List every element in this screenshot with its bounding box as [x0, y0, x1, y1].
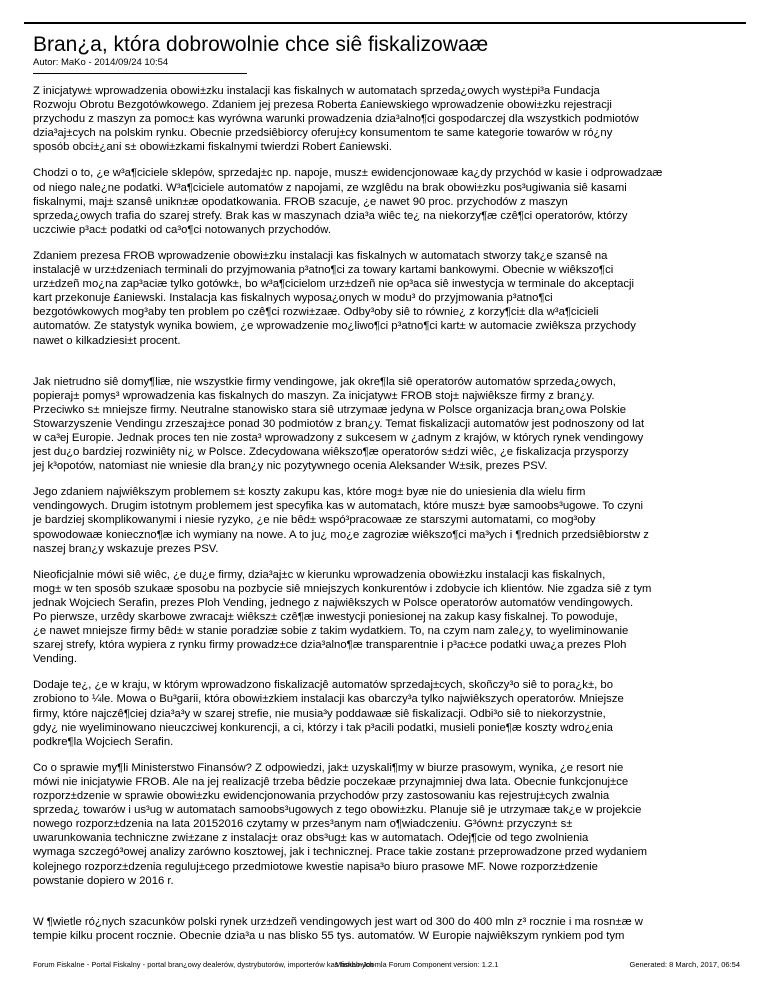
- paragraph-line: Nieoficjalnie mówi siê wiêc, ¿e du¿e firmy, dzia³aj±c w kierunku wprowadzenia obowi±zku instalacji kas fiskalnych,: [33, 568, 606, 581]
- paragraph-line: w ca³ej Europie. Jednak proces ten nie zosta³ wprowadzony z sukcesem w ¿adnym z krajów, w których rynek vendingowy: [33, 431, 644, 444]
- paragraph: [33, 84, 743, 154]
- paragraph-line: naszej bran¿y wskazuje prezes PSV.: [33, 542, 219, 555]
- paragraph-line: bezgotówkowych mog³aby ten problem po czê¶ci rozwi±zaæ. Odby³oby siê to równie¿ z korzy¶ci± dla w³a¶cicieli: [33, 306, 599, 319]
- paragraph-line: Vending.: [33, 653, 77, 666]
- paragraph-line: sposób obci±¿ani s± obowi±zkami fiskalnymi twierdzi Robert £aniewski.: [33, 141, 392, 154]
- paragraph-line: popieraj± pomys³ wprowadzenia kas fiskalnych do maszyn. Za inicjatyw± FROB stoj± najwiêksze firmy z bran¿y.: [33, 389, 595, 402]
- top-rule: [24, 22, 746, 24]
- footer-center-text: Mambo-Joomla Forum Component version: 1.2.1: [335, 960, 499, 969]
- paragraph-line: uczciwie p³ac± podatki od ca³o¶ci notowanych przychodów.: [33, 223, 331, 236]
- paragraph-line: urz±dzeñ mo¿na zap³aciæ tylko gotówk±, bo w³a¶cicielom urz±dzeñ nie op³aca siê inwestycja w terminale do akceptacji: [33, 278, 635, 291]
- paragraph-line: Z inicjatyw± wprowadzenia obowi±zku instalacji kas fiskalnych w automatach sprzeda¿owych wyst±pi³a Fundacja: [33, 85, 600, 97]
- paragraph-line: kolejnego rozporz±dzenia reguluj±cego przedmiotowe kwestie napisa³o biuro prasowe MF. Nowe rozporz±dzenie: [33, 860, 598, 873]
- paragraph-line: gdy¿ nie wyeliminowano nieuczciwej konkurencji, a ci, którzy i tak p³acili podatki, musieli ponie¶æ koszty wdro¿enia: [33, 721, 613, 734]
- paragraph-line: sprzeda¿ towarów i us³ug w automatach samoobs³ugowych z tego obowi±zku. Planuje siê je utrzymaæ tak¿e w projekcie: [33, 804, 642, 817]
- paragraph: [33, 678, 743, 748]
- paragraph-line: nowego rozporz±dzenia na lata 20152016 czytamy w przes³anym nam o¶wiadczeniu. G³ówn± przyczyn± s±: [33, 818, 573, 831]
- paragraph-line: Jak nietrudno siê domy¶liæ, nie wszystkie firmy vendingowe, jak okre¶la siê operatorów automatów sprzeda¿owych,: [33, 375, 616, 388]
- paragraph-line: jej k³opotów, natomiast nie wniesie dla bran¿y nic pozytywnego ocenia Aleksander W±sik, prezes PSV.: [33, 460, 548, 473]
- paragraph-line: sprzeda¿owych trafia do szarej strefy. Brak kas w maszynach dzia³a wiêc te¿ na niekorzy¶æ czê¶ci operatorów, którzy: [33, 209, 628, 222]
- paragraph-line: spowodowaæ konieczno¶æ ich wymiany na nowe. A to ju¿ mo¿e zagroziæ wiêkszo¶ci ma³ych i ¶rednich przedsiêbiorstw z: [33, 528, 649, 541]
- paragraph: [33, 568, 743, 667]
- paragraph-line: Zdaniem prezesa FROB wprowadzenie obowi±zku instalacji kas fiskalnych w automatach stworzy tak¿e szansê na: [33, 249, 608, 262]
- paragraph-line: je bardziej skomplikowanymi i niesie ryzyko, ¿e nie bêd± wspó³pracowaæ ze starszymi automatami, co mog³oby: [33, 514, 596, 527]
- paragraph-line: Po pierwsze, urzêdy skarbowe zwracaj± wiêksz± czê¶æ inwestycji poniesionej na zakup kasy fiskalnej. To powoduje,: [33, 611, 618, 623]
- article-title: Bran¿a, która dobrowolnie chce siê fiskalizowaæ: [33, 33, 489, 56]
- paragraph-line: ¿e nawet mniejsze firmy bêd± w stanie poradziæ sobie z takim wydatkiem. To, na czym nam zale¿y, to wyeliminowanie: [33, 625, 629, 638]
- paragraph-line: jest du¿o bardziej rozwiniêty ni¿ w Polsce. Zdecydowana wiêkszo¶æ operatorów s±dzi wiêc, ¿e fiskalizacja przysporzy: [33, 446, 629, 459]
- article-body: [33, 81, 743, 943]
- paragraph-line: fiskalnymi, maj± szansê unikn±æ opodatkowania. FROB szacuje, ¿e nawet 90 proc. przychodów z maszyn: [33, 195, 568, 208]
- paragraph-line: Dodaje te¿, ¿e w kraju, w którym wprowadzono fiskalizacjê automatów sprzedaj±cych, skoñczy³o siê to pora¿k±, bo: [33, 679, 613, 692]
- paragraph-line: Jego zdaniem najwiêkszym problemem s± koszty zakupu kas, które mog± byæ nie do uniesienia dla wielu firm: [33, 486, 586, 499]
- paragraph-line: szarej strefy, która wypiera z rynku firmy prowadz±ce dzia³alno¶æ transparentnie i p³ac±ce podatki uwa¿a prezes Ploh: [33, 639, 627, 652]
- paragraph-line: tempie kilku procent rocznie. Obecnie dzia³a u nas blisko 55 tys. automatów. W Europie najwiêkszym rynkiem pod tym: [33, 929, 625, 942]
- paragraph-line: Rozwoju Obrotu Bezgotówkowego. Zdaniem jej prezesa Roberta £aniewskiego wprowadzenie obowi±zku rejestracji: [33, 99, 612, 112]
- paragraph-line: W ¶wietle ró¿nych szacunków polski rynek urz±dzeñ vendingowych jest wart od 300 do 400 mln z³ rocznie i ma rosn±æ w: [33, 915, 643, 928]
- paragraph-line: podkre¶la Wojciech Serafin.: [33, 735, 174, 748]
- paragraph: [33, 915, 743, 943]
- paragraph-line: zrobiono to ¼le. Mowa o Bu³garii, która obowi±zkiem instalacji kas obarczy³a tylko najwiêkszych operatorów. Mniejsze: [33, 693, 624, 706]
- footer-left-text: Forum Fiskalne - Portal Fiskalny - portal bran¿owy dealerów, dystrybutorów, importerów kas fiskalnych: [33, 960, 374, 969]
- paragraph-line: wymaga szczegó³owej analizy zarówno kosztowej, jak i technicznej. Prace takie zostan± przeprowadzone przed wydaniem: [33, 846, 648, 859]
- paragraph-line: nawet o kilkadziesi±t procent.: [33, 334, 181, 347]
- paragraph-line: Stowarzyszenie Vendingu zrzeszaj±ce ponad 30 podmiotów z bran¿y. Temat fiskalizacji automatów jest podnoszony od lat: [33, 417, 645, 430]
- paragraph-line: mog± w ten sposób szukaæ sposobu na pozbycie siê mniejszych konkurentów i zdobycie ich klientów. Nie zgadza siê z tym: [33, 582, 652, 595]
- paragraph-line: Co o sprawie my¶li Ministerstwo Finansów? Z odpowiedzi, jak± uzyskali¶my w biurze prasowym, wynika, ¿e resort nie: [33, 761, 624, 774]
- paragraph-line: przychodu z maszyn za pomoc± kas wyrówna warunki prowadzenia dzia³alno¶ci gospodarczej dla wszystkich podmiotów: [33, 113, 639, 126]
- paragraph: [33, 485, 743, 555]
- paragraph-line: kart przekonuje £aniewski. Instalacja kas fiskalnych wyposa¿onych w modu³ do przyjmowania p³atno¶ci: [33, 292, 553, 305]
- paragraph: [33, 761, 743, 888]
- footer-right-text: Generated: 8 March, 2017, 06:54: [629, 960, 740, 969]
- paragraph-line: jednak Wojciech Serafin, prezes Ploh Vending, jednego z najwiêkszych w Polsce operatorów automatów vendingowych.: [33, 596, 634, 609]
- paragraph: [33, 249, 743, 348]
- paragraph-line: instalacjê w urz±dzeniach terminali do przyjmowania p³atno¶ci za towary kartami bankowymi. Obecnie w wiêkszo¶ci: [33, 264, 614, 277]
- paragraph-line: vendingowych. Drugim istotnym problemem jest specyfika kas w automatach, które musz± byæ samoobs³ugowe. To czyni: [33, 500, 643, 513]
- paragraph-line: dzia³aj±cych na polskim rynku. Obecnie przedsiêbiorcy oferuj±cy konsumentom te same kategorie towarów w ró¿ny: [33, 127, 613, 140]
- page-footer: [33, 960, 744, 974]
- paragraph-line: uwarunkowania techniczne zwi±zane z instalacj± oraz obs³ug± kas w automatach. Odej¶cie od tego zwolnienia: [33, 832, 589, 845]
- paragraph-line: powstanie dopiero w 2016 r.: [33, 874, 174, 887]
- header-divider: [33, 73, 247, 74]
- paragraph-line: rozporz±dzenie w sprawie obowi±zku ewidencjonowania przychodów przy zastosowaniu kas rejestruj±cych zwalnia: [33, 790, 610, 803]
- paragraph-line: automatów. Ze statystyk wynika bowiem, ¿e wprowadzenie mo¿liwo¶ci p³atno¶ci kart± w automacie zwiêksza przychody: [33, 320, 636, 333]
- paragraph-line: Chodzi o to, ¿e w³a¶ciciele sklepów, sprzedaj±c np. napoje, musz± ewidencjonowaæ ka¿dy przychód w kasie i odprowadzaæ: [33, 167, 663, 180]
- paragraph-line: Przeciwko s± mniejsze firmy. Neutralne stanowisko stara siê utrzymaæ jedyna w Polsce organizacja bran¿owa Polskie: [33, 403, 627, 416]
- paragraph: [33, 375, 743, 474]
- article-meta: Autor: MaKo - 2014/09/24 10:54: [33, 57, 169, 68]
- paragraph: [33, 166, 743, 236]
- paragraph-line: firmy, które najczê¶ciej dzia³a³y w szarej strefie, nie musia³y poddawaæ siê fiskalizacji. Odbi³o siê to niekorzystnie,: [33, 707, 606, 720]
- paragraph-line: mówi nie inicjatywie FROB. Ale na jej realizacjê trzeba bêdzie poczekaæ przynajmniej dwa lata. Obecnie funkcjonuj±ce: [33, 775, 629, 788]
- paragraph-line: od niego nale¿ne podatki. W³a¶ciciele automatów z napojami, ze wzglêdu na brak obowi±zku pos³ugiwania siê kasami: [33, 181, 627, 194]
